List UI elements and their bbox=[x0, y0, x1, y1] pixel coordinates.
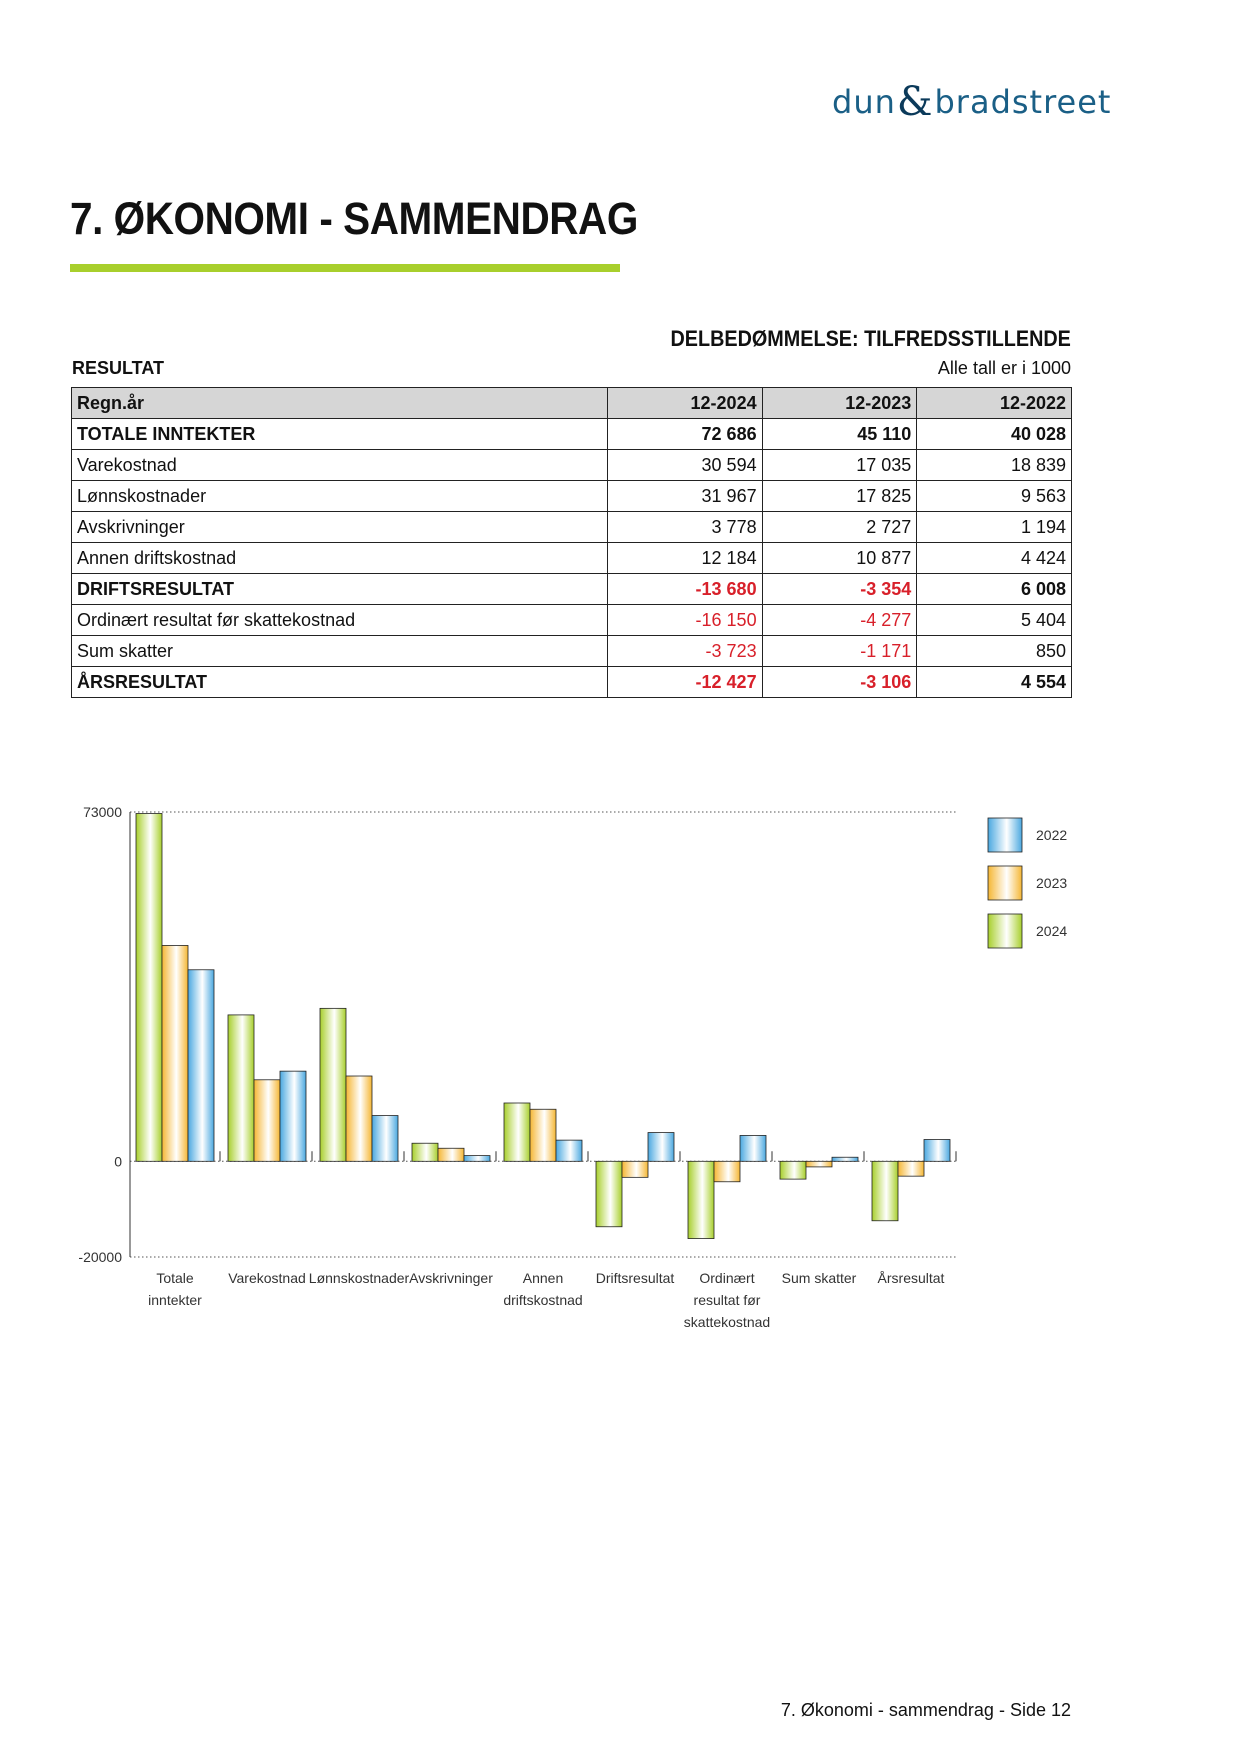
bar-2023-3 bbox=[438, 1148, 464, 1161]
rating-heading: DELBEDØMMELSE: TILFREDSSTILLENDE bbox=[670, 326, 1071, 351]
row-label: Ordinært resultat før skattekostnad bbox=[72, 605, 608, 636]
table-row bbox=[72, 419, 1072, 450]
units-note: Alle tall er i 1000 bbox=[937, 358, 1071, 378]
y-tick-label: -20000 bbox=[78, 1249, 122, 1265]
chart-x-labels bbox=[148, 1270, 944, 1330]
row-value: 40 028 bbox=[917, 419, 1072, 450]
bar-2022-4 bbox=[556, 1140, 582, 1161]
row-value: -3 106 bbox=[762, 667, 917, 698]
legend-swatch-2023 bbox=[988, 866, 1022, 900]
y-tick-label: 0 bbox=[114, 1153, 122, 1170]
x-tick-label: resultat før bbox=[693, 1292, 761, 1308]
x-tick-label: driftskostnad bbox=[503, 1292, 583, 1308]
row-label: Varekostnad bbox=[72, 450, 608, 481]
row-value: -12 427 bbox=[607, 667, 762, 698]
row-value: 3 778 bbox=[607, 512, 762, 543]
logo-text-bradstreet: bradstreet bbox=[934, 83, 1112, 121]
x-tick-label: inntekter bbox=[148, 1292, 202, 1308]
row-value: 10 877 bbox=[762, 543, 917, 574]
bar-2022-0 bbox=[188, 970, 214, 1162]
bar-2024-8 bbox=[872, 1161, 898, 1220]
table-row bbox=[72, 605, 1072, 636]
row-value: 4 554 bbox=[917, 667, 1072, 698]
table-row bbox=[72, 574, 1072, 605]
bar-2024-2 bbox=[320, 1008, 346, 1161]
table-row bbox=[72, 543, 1072, 574]
row-value: -3 354 bbox=[762, 574, 917, 605]
bar-2024-3 bbox=[412, 1143, 438, 1161]
bar-2024-5 bbox=[596, 1161, 622, 1226]
table-header-row bbox=[72, 388, 1072, 419]
row-value: 5 404 bbox=[917, 605, 1072, 636]
row-value: 12 184 bbox=[607, 543, 762, 574]
row-value: 6 008 bbox=[917, 574, 1072, 605]
bar-2022-6 bbox=[740, 1135, 766, 1161]
row-label: Lønnskostnader bbox=[72, 481, 608, 512]
table-row bbox=[72, 450, 1072, 481]
bar-2022-2 bbox=[372, 1116, 398, 1162]
header-cell: 12-2023 bbox=[762, 388, 917, 419]
row-value: 17 825 bbox=[762, 481, 917, 512]
y-tick-label: 73000 bbox=[83, 804, 122, 820]
row-value: 31 967 bbox=[607, 481, 762, 512]
bar-2024-7 bbox=[780, 1161, 806, 1179]
legend-swatch-2024 bbox=[988, 914, 1022, 948]
header-cell: 12-2024 bbox=[607, 388, 762, 419]
bar-chart bbox=[60, 800, 1100, 1340]
legend-label-2022: 2022 bbox=[1036, 827, 1068, 843]
bar-2024-6 bbox=[688, 1161, 714, 1238]
row-value: 2 727 bbox=[762, 512, 917, 543]
logo-text-dun: dun bbox=[832, 83, 896, 121]
results-table bbox=[71, 387, 1072, 698]
row-value: 9 563 bbox=[917, 481, 1072, 512]
bar-2024-0 bbox=[136, 814, 162, 1162]
row-label: Avskrivninger bbox=[72, 512, 608, 543]
bar-2023-7 bbox=[806, 1161, 832, 1167]
row-value: 45 110 bbox=[762, 419, 917, 450]
x-tick-label: Driftsresultat bbox=[595, 1270, 675, 1286]
row-value: 30 594 bbox=[607, 450, 762, 481]
x-tick-label: Årsresultat bbox=[877, 1270, 945, 1286]
title-underline bbox=[70, 264, 620, 272]
logo-ampersand: & bbox=[896, 79, 934, 125]
legend-label-2023: 2023 bbox=[1036, 875, 1068, 891]
row-label: Sum skatter bbox=[72, 636, 608, 667]
x-tick-label: Varekostnad bbox=[228, 1270, 306, 1286]
table-body bbox=[72, 419, 1072, 698]
row-value: 18 839 bbox=[917, 450, 1072, 481]
legend-swatch-2022 bbox=[988, 818, 1022, 852]
bar-2023-8 bbox=[898, 1161, 924, 1176]
bar-2024-4 bbox=[504, 1103, 530, 1161]
x-tick-label: Avskrivninger bbox=[409, 1270, 493, 1286]
row-label: TOTALE INNTEKTER bbox=[72, 419, 608, 450]
row-value: -4 277 bbox=[762, 605, 917, 636]
company-logo bbox=[832, 79, 1112, 125]
row-value: -13 680 bbox=[607, 574, 762, 605]
section-label: RESULTAT bbox=[72, 358, 164, 378]
bar-2023-2 bbox=[346, 1076, 372, 1161]
table-row bbox=[72, 667, 1072, 698]
x-tick-label: skattekostnad bbox=[683, 1314, 771, 1330]
bar-2022-5 bbox=[648, 1133, 674, 1162]
row-value: 850 bbox=[917, 636, 1072, 667]
table-row bbox=[72, 481, 1072, 512]
row-value: 72 686 bbox=[607, 419, 762, 450]
row-label: Annen driftskostnad bbox=[72, 543, 608, 574]
x-tick-label: Ordinært bbox=[699, 1270, 755, 1286]
bar-2023-5 bbox=[622, 1161, 648, 1177]
header-cell: Regn.år bbox=[72, 388, 608, 419]
x-tick-label: Sum skatter bbox=[781, 1270, 857, 1286]
bar-2023-6 bbox=[714, 1161, 740, 1181]
bar-2023-1 bbox=[254, 1080, 280, 1162]
legend-label-2024: 2024 bbox=[1036, 923, 1068, 939]
row-value: 17 035 bbox=[762, 450, 917, 481]
x-tick-label: Lønnskostnader bbox=[308, 1270, 410, 1286]
row-value: 4 424 bbox=[917, 543, 1072, 574]
bar-2022-1 bbox=[280, 1071, 306, 1161]
row-value: -1 171 bbox=[762, 636, 917, 667]
header-cell: 12-2022 bbox=[917, 388, 1072, 419]
row-value: -16 150 bbox=[607, 605, 762, 636]
row-label: DRIFTSRESULTAT bbox=[72, 574, 608, 605]
x-tick-label: Totale bbox=[156, 1270, 194, 1286]
bar-2022-3 bbox=[464, 1156, 490, 1162]
bar-2023-0 bbox=[162, 945, 188, 1161]
bar-2024-1 bbox=[228, 1015, 254, 1161]
table-row bbox=[72, 512, 1072, 543]
chart-legend bbox=[988, 818, 1067, 948]
row-label: ÅRSRESULTAT bbox=[72, 667, 608, 698]
page-footer: 7. Økonomi - sammendrag - Side 12 bbox=[780, 1700, 1071, 1720]
row-value: -3 723 bbox=[607, 636, 762, 667]
bar-2023-4 bbox=[530, 1109, 556, 1161]
page-title: 7. ØKONOMI - SAMMENDRAG bbox=[70, 193, 638, 244]
bar-2022-8 bbox=[924, 1140, 950, 1162]
chart-y-ticks bbox=[78, 804, 122, 1265]
bar-2022-7 bbox=[832, 1157, 858, 1161]
chart-bars bbox=[136, 814, 950, 1239]
row-value: 1 194 bbox=[917, 512, 1072, 543]
x-tick-label: Annen bbox=[522, 1270, 564, 1286]
table-row bbox=[72, 636, 1072, 667]
